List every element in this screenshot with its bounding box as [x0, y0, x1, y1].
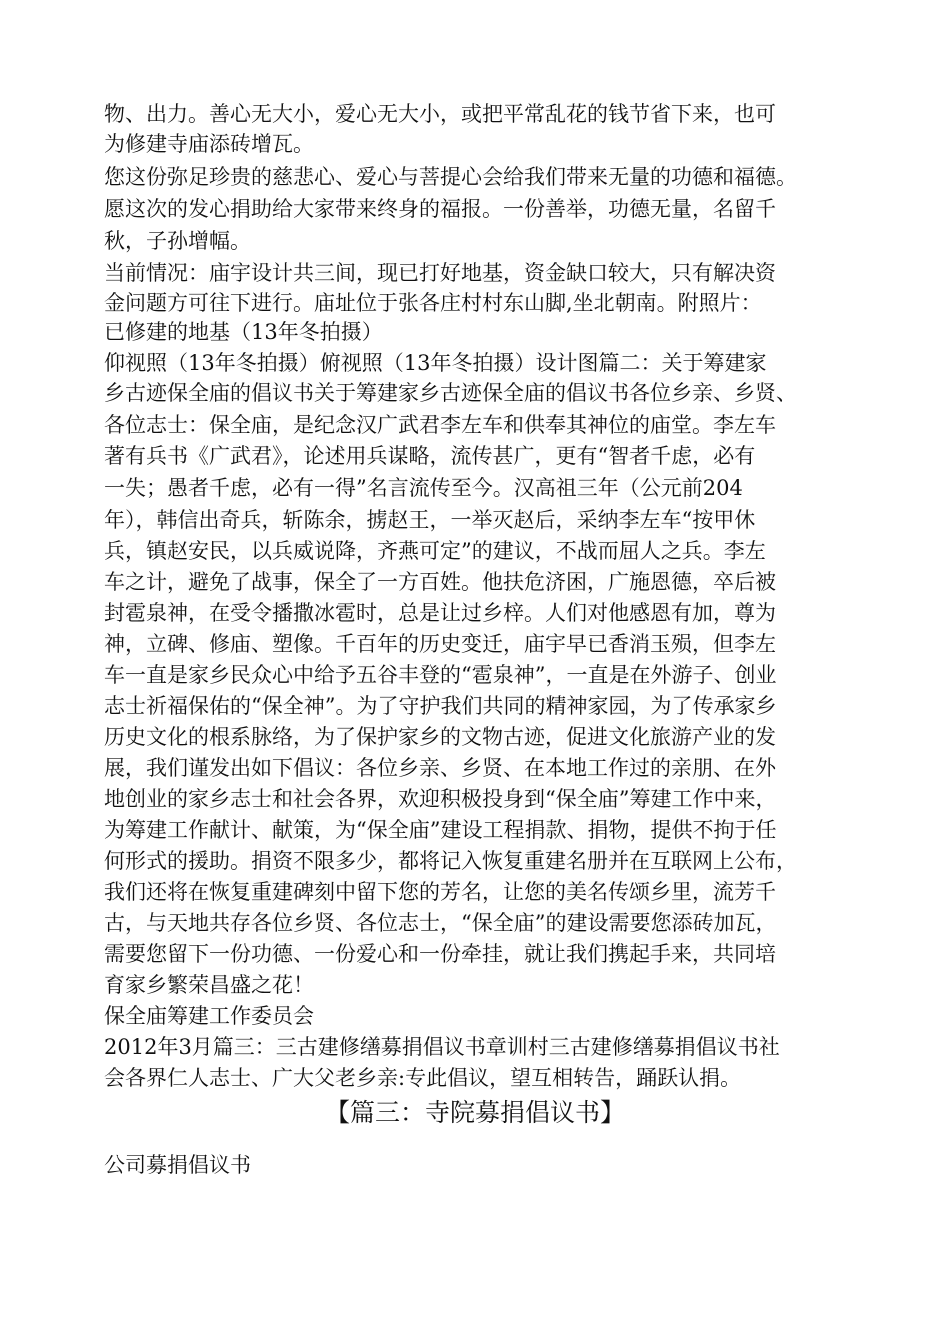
body-text-line: 秋，子孙增幅。: [104, 229, 251, 253]
body-text-line: 各位志士：保全庙，是纪念汉广武君李左车和供奉其神位的庙堂。李左车: [104, 413, 776, 437]
body-text-line: 著有兵书《广武君》，论述用兵谋略，流传甚广，更有“智者千虑，必有: [104, 444, 756, 468]
body-text-line: 封雹泉神，在受令播撒冰雹时，总是让过乡梓。人们对他感恩有加，尊为: [104, 601, 776, 625]
body-text-line: 何形式的援助。捐资不限多少，都将记入恢复重建名册并在互联网上公布，: [104, 849, 797, 873]
body-text-line: 会各界仁人志士、广大父老乡亲:专此倡议，望互相转告，踊跃认捐。: [104, 1066, 742, 1090]
body-text-line: 神，立碑、修庙、塑像。千百年的历史变迁，庙宇早已香消玉殒，但李左: [104, 632, 776, 656]
body-text-line: 已修建的地基（13年冬拍摄）: [104, 320, 383, 344]
body-text-line: 育家乡繁荣昌盛之花！: [104, 973, 314, 997]
body-text-line: 金问题方可往下进行。庙址位于张各庄村村东山脚,坐北朝南。附照片：: [104, 291, 762, 315]
body-text-line: 物、出力。善心无大小，爱心无大小，或把平常乱花的钱节省下来，也可: [104, 102, 776, 126]
body-text-line: 历史文化的根系脉络，为了保护家乡的文物古迹，促进文化旅游产业的发: [104, 725, 776, 749]
body-text-line: 地创业的家乡志士和社会各界，欢迎积极投身到“保全庙”筹建工作中来，: [104, 787, 777, 811]
body-text-line: 仰视照（13年冬拍摄）俯视照（13年冬拍摄）设计图篇二：关于筹建家: [104, 351, 767, 375]
body-text-line: 车之计，避免了战事，保全了一方百姓。他扶危济困，广施恩德，卒后被: [104, 570, 776, 594]
body-text-line: 为筹建工作献计、献策，为“保全庙”建设工程捐款、捐物，提供不拘于任: [104, 818, 777, 842]
body-text-line: 古，与天地共存各位乡贤、各位志士，“保全庙”的建设需要您添砖加瓦，: [104, 911, 777, 935]
body-text-line: 当前情况：庙宇设计共三间，现已打好地基，资金缺口较大，只有解决资: [104, 261, 776, 285]
body-text-line: 车一直是家乡民众心中给予五谷丰登的“雹泉神”，一直是在外游子、创业: [104, 663, 777, 687]
body-text-line: 我们还将在恢复重建碑刻中留下您的芳名，让您的美名传颂乡里，流芳千: [104, 880, 776, 904]
body-text-line: 志士祈福保佑的“保全神”。为了守护我们共同的精神家园，为了传承家乡: [104, 694, 777, 718]
body-text-line: 展，我们谨发出如下倡议：各位乡亲、乡贤、在本地工作过的亲朋、在外: [104, 756, 776, 780]
body-text-line: 愿这次的发心捐助给大家带来终身的福报。一份善举，功德无量，名留千: [104, 197, 776, 221]
subsection-title: 公司募捐倡议书: [104, 1153, 251, 1177]
signature-line: 保全庙筹建工作委员会: [104, 1004, 314, 1028]
body-text-line: 2012年3月篇三：三古建修缮募捐倡议书章训村三古建修缮募捐倡议书社: [104, 1035, 780, 1059]
body-text-line: 需要您留下一份功德、一份爱心和一份牵挂，就让我们携起手来，共同培: [104, 942, 776, 966]
body-text-line: 为修建寺庙添砖增瓦。: [104, 132, 314, 156]
body-text-line: 年），韩信出奇兵，斩陈余，掳赵王，一举灭赵后，采纳李左车“按甲休: [104, 508, 756, 532]
body-text-line: 兵，镇赵安民，以兵威说降，齐燕可定”的建议，不战而屈人之兵。李左: [104, 539, 766, 563]
body-text-line: 一失；愚者千虑，必有一得”名言流传至今。汉高祖三年（公元前204: [104, 476, 743, 500]
body-text-line: 乡古迹保全庙的倡议书关于筹建家乡古迹保全庙的倡议书各位乡亲、乡贤、: [104, 381, 797, 405]
body-text-line: 您这份弥足珍贵的慈悲心、爱心与菩提心会给我们带来无量的功德和福德。: [104, 165, 797, 189]
section-heading: 【篇三：寺院募捐倡议书】: [324, 1098, 625, 1127]
